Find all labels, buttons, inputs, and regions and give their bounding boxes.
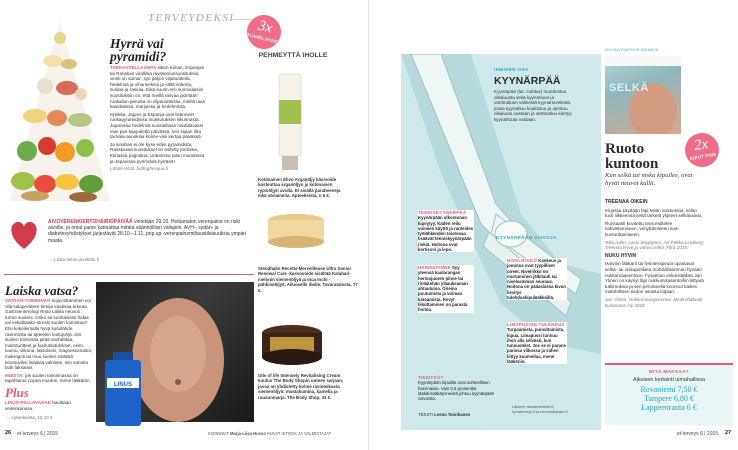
- left-credit-caps: KOONNUT: [208, 431, 229, 436]
- price-caps: MITÄ MAKSAA?: [648, 369, 690, 374]
- anatomy-credit-name: Leena Tannkanen: [434, 412, 471, 417]
- linus-bottle-image: [101, 352, 145, 428]
- book-cover-image: [605, 56, 681, 134]
- book-series: HYVINVOINTIKIRJASARJA: [605, 48, 659, 52]
- badge-3x-label: OLIVIÖLJYISET: [245, 31, 281, 46]
- book-body: [605, 200, 705, 310]
- book-p1b: Runsaasti kuvitettu teos esittelee vahvistamiseen, venyttämiseen kuin kuntouttamiseen.: [605, 220, 679, 237]
- lazy-text: sujuvoittaminen voi olla salaperäisen tietoja vaativaa arkeaa. Gastroenterologi Risto Laitila neuvoo: turme suoleni. Onko se luontaisesti hidas vai sekoittaako stressi suolen toimintaa? Etsi kokeilemalla hyvä kuitulähde ravinnosta tai apteekin kuitujuhjä. Jos suolen toimintaa pitää vauhdittaa, maitotuotteet ja kuidutsatulokset, esim. luumu, viikuna, laktuloosi, magnesiumaitoi, makrogoli tai muu suolen sisältöä koostuviksi lisääviä valmiste, niin sanottu bulk laksatiivi.: [5, 298, 93, 371]
- product-2-text: Stendhalin Recette Merveilleuse Ultra Senior Renewal Care -kasvovoide sisältää Kalahari-melonin siemenöljyä ja Inca Inchi -pähkinäöljyä. Aikuiselle iholle. Tavaratalosta, 77 €.: [258, 266, 358, 293]
- svg-text:LINUS: LINUS: [114, 382, 132, 388]
- left-page-number: 26: [5, 430, 12, 436]
- anatomy-sources: Lähteet: duodecimlehti.fi, hyvaterveys.fi ja terveyskirjasto.fi: [512, 405, 568, 414]
- book-subtitle: Kun selkä tai niska kipuilee, ovat hyvät neuvot kullit.: [605, 172, 693, 187]
- tennis-elbow-box: [418, 210, 474, 252]
- book-title: Ruoto kuntoon: [605, 141, 659, 172]
- pyramid-para-2: Kreikka, Japani ja Espanja ovat lisänneet ruokapyramidiinsa muistutuksen liikunnasta. Japanissa hedelmiä suositellaan nauttitavaksi vain pari kappaletta päivässä, sen sijaan liha tai kala-annoksia kolme-viisi kertaa päivässä.: [110, 111, 203, 140]
- right-page-number: 27: [725, 430, 732, 436]
- badge-2x-label: KIPUT POIS: [689, 151, 717, 162]
- body-shop-cream-image: [260, 323, 324, 367]
- argan-hand-cream-image: [270, 70, 310, 174]
- hands-title: PEHMEYTTÄ IHOLLE: [258, 52, 328, 59]
- pyramid-lead-text: sitten Kiinan, Espanjan tai Ranskan virallisia ravitsemussuosituksia, viesti on samar: syö paljon viljatuotteita, hedelmiä ja vihanneksia ja vältä sokeria, suolaa ja rasvaa. Eikä suurin ero suomalaisiin suosituksiin on, että meillä rasvaa pidetään ruokailun perusta on viljatuotteissa, meillä taas kasviksissa, marjoissa ja hedelmissä.: [110, 65, 205, 110]
- anatomy-title: KYYNÄRPÄÄ: [494, 75, 561, 87]
- left-credit: [208, 431, 331, 436]
- price-tampere: Tampere 6,80 €: [644, 394, 694, 404]
- left-credit-name: Marja-Liisa Husso: [230, 431, 266, 436]
- badge-3x-number: 3x: [256, 17, 275, 37]
- bursa-box: [507, 322, 567, 364]
- book-p1-source: Riku Aalto, Lassi Seppänen, Ari-Pekka Lindberg: Treenaa terve ja vahva selkä. Fitra 2015.: [605, 239, 704, 251]
- arthrosis-caps: NIVELRIKKO: [507, 258, 538, 263]
- anatomy-intro: Kyynärpää (lat. cubitus) muodostuu olkaluusta sekä kyynärluun ja värttinäluun välisestä kyynärnivelestä, jossa kyynärluu koukistuu ja ojentuu olkaluuta vastaan ja värttinäluu kiertyy kyynärluuta vastaan.: [494, 89, 572, 122]
- arthrosis-text: Kankeus ja jomotus ovat tyypilliset oireet. Nivelrikko on murtuminen jälkitauti tai nivelvamman seuraus. Hoitona on pääasiassa kivun lievitys tulehduskipulääkkeillä.: [507, 258, 566, 301]
- lazy-note-caps: MUISTA:: [5, 372, 24, 378]
- heart-source: ○ Lisää tietoa aivoliitto.fi: [50, 257, 100, 262]
- plus-caps: LINUS-PELLAVARAE: [5, 400, 51, 405]
- section-header: TERVEYDEKSI: [148, 12, 235, 24]
- book-cover-title: SELKÄ: [609, 82, 649, 94]
- pyramid-source: Lähde WLB, fudfoghesque.fi: [110, 166, 168, 172]
- pyramid-title: Hyrrä vai pyramidi?: [110, 36, 167, 64]
- food-pyramid-illustration: [5, 16, 115, 206]
- plus-text: [5, 400, 95, 411]
- plus-source-text: Apteekeista, 10,10 €: [10, 415, 53, 420]
- heart-body: vietetään 29.10. Hoitamaton verenpaine on riski aivoille, ja omat paine kannattaa mitata säännöllisin väliajoin. AVH-, sydän- ja diabetesyhdistykset järjestävät 28.10.–1.11. pop up -verenpainemittaustilaisuuksia ympäri maata.: [48, 219, 247, 244]
- book-p2-source: Jari Ylinen: Nukkumisergonomia. Medirehabook kustannus Oy 2015.: [605, 296, 703, 308]
- heart-text: [48, 219, 248, 244]
- lazy-title: Laiska vatsa?: [5, 283, 79, 298]
- price-list: [605, 385, 733, 413]
- plus-body: hauittaan vedenkanssa.: [5, 400, 71, 411]
- pyramid-body: [110, 65, 206, 174]
- price-lappeenranta: Lappeenranta 6 €: [641, 403, 697, 413]
- fact-box: [418, 375, 500, 401]
- nerve-box: [418, 265, 474, 313]
- section-divider: [4, 274, 254, 275]
- left-photo-credit: KUVAT ISTOCK JA VALMISTAJAT: [267, 431, 332, 436]
- nerve-text: Syy yleensä kaularangan hermojuuren pinne tai rintakehän yläaukeaman ahtautuma. Oireina puutumista ja voiman katoamista. Kevyt liikuttaminen on parasta hoitoa.: [418, 265, 468, 313]
- badge-2x-number: 2x: [692, 135, 710, 155]
- nerve-caps: HERMOPINNE: [418, 265, 451, 270]
- book-p2: Harvoin lääkärit tai fysioterapeutit opastavat selkä- tai niskapotilaita muhdollisimman hyvään nukkumaasentoon. Fysiatrian erikoislääkäri Jari Ylinen on käynyt läpi nukkumisasentoihin liittyviä tutkimuksia ja sen perusteella koonnut kaiken mahdollisen tiedon asiasta kirjaan.: [605, 261, 704, 295]
- left-magazine-name: et terveys 6 | 2015: [17, 431, 59, 437]
- price-line: Aikuisen kertainti uimahallissa: [633, 377, 705, 383]
- lazy-caps: VATSAN TOIMINNAN: [5, 298, 51, 303]
- lazy-note: jos suolen toiminnassa on tapahtunut nopea muutos, mene lääkäriin.: [5, 372, 91, 384]
- book-h1: TREENAA OIKEIN: [605, 199, 648, 205]
- heart-source-text: Lisää tietoa aivoliitto.fi: [54, 257, 100, 262]
- plus-source: ○ Apteekeista, 10,10 €: [7, 415, 53, 420]
- tennis-text: Kyynärpään ulkoreunan kipeytyy. Käden reilu voimien käyttö ja ranteiden työlähkenden toistosaa lisäävät tenniskyynärpään riskiä. Hoitona ovat kortisoni ja lepo.: [418, 215, 474, 253]
- stendhal-cream-image: [265, 212, 327, 252]
- pain-section: KYYNÄRPÄÄN VAIVOJA: [496, 235, 557, 240]
- pyramid-para-3: Ja sinahan ei ole kyse edes pyramidista. Ranskassa suosituksel on esitetty portaina, Kiinassa pagodina, Unkarissa talon muodossa ja Japanissa pyörivänä hyrränä!: [110, 141, 205, 164]
- right-magazine-name: et terveys 6 | 2015: [677, 431, 719, 437]
- plus-title: Plus: [5, 385, 29, 400]
- product-3-text: Oils of life Intensely Revitalising Cream kuuluu The Body Shopin uuteen sarjaan, jossa on yhdistetty kolme ravinteikasta siemenöljyä: mustakumina, kamelia ja ruusunmarja. The Body Shop, 33 €.: [258, 373, 344, 400]
- bursa-caps: LIMAPUSSIN TULEHDUS: [507, 322, 565, 327]
- book-cover-back-figure: [605, 56, 681, 134]
- tennis-caps: TENNISKYYNÄRPÄÄ: [418, 210, 467, 215]
- price-rovaniemi: Rovaniemi 7,50 €: [640, 385, 698, 394]
- product-1-text: Kotimainen Elivo Arganöljy käsivoide kosteuttaa arganöljyn ja kotimaisen rypsiöljyn avulla. Ei sisällä parabeeneja eikä väriaineita. Apteekeista, n 6 €.: [258, 177, 341, 199]
- heart-caps: AIVOVERENKIERTOHÄIRIÖPÄIVÄÄ: [48, 219, 133, 225]
- anatomy-credit-caps: TEKSTI: [418, 412, 434, 417]
- book-h2: NUKU HYVIN: [605, 252, 637, 259]
- anatomy-credit: [418, 412, 470, 417]
- book-p1: Kirjassa käydään läpi selän anatomiaa, selän tuoli liikkeensä sekä tärkeät ylipteet selkävaivat.: [605, 207, 703, 219]
- badge-3x: [243, 11, 284, 52]
- anatomy-section: IHMISEN OSA: [494, 67, 529, 72]
- bursa-text: Turpoamista, punoittamista, kipua. Limapussi tunnuu ihon alla selvästi, kun tunnustelet. Jos se ei parane parissa viikossa ja siihen liittyy kuumeilua, mene lääkäriin.: [507, 327, 566, 365]
- fact-text: Kyynärpään kipuillat ovat suhteellisen harvinaisia. Vain 0,5 prosenttia lääkärissäkäynneistä johtuu kyynärpään vaivoista.: [418, 380, 495, 402]
- arthrosis-box: [507, 258, 567, 300]
- fact-caps: TIESITKÖ?: [418, 375, 444, 380]
- heart-icon: [6, 216, 42, 252]
- right-page: [369, 0, 738, 450]
- price-box: [605, 363, 733, 425]
- badge-2x: [682, 130, 721, 169]
- pyramid-lead-caps: TARKASTELLAANPA: [110, 65, 157, 70]
- lazy-body: [5, 298, 93, 386]
